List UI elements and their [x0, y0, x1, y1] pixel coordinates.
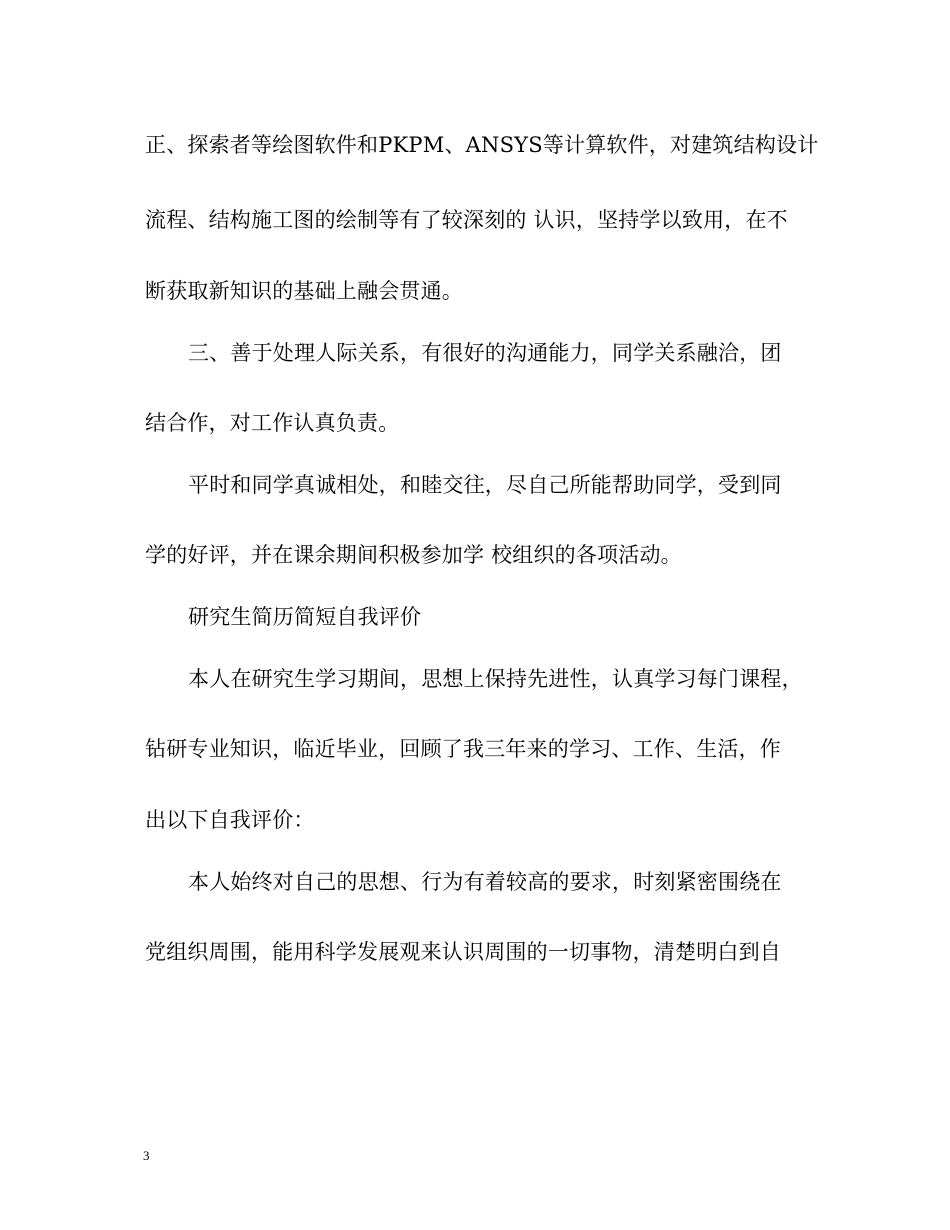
body-text-line: 正、探索者等绘图软件和PKPM、ANSYS等计算软件，对建筑结构设计: [145, 133, 819, 157]
paragraph-start-line: 本人始终对自己的思想、行为有着较高的要求，时刻紧密围绕在: [188, 870, 782, 894]
body-text-line: 党组织周围，能用科学发展观来认识周围的一切事物，清楚明白到自: [145, 940, 781, 964]
body-text-line: 结合作，对工作认真负责。: [145, 411, 400, 435]
body-text-line: 钻研专业知识，临近毕业，回顾了我三年来的学习、工作、生活，作: [145, 737, 781, 761]
paragraph-start-line: 三、善于处理人际关系，有很好的沟通能力，同学关系融洽，团: [188, 341, 782, 365]
section-heading: 研究生简历简短自我评价: [188, 605, 422, 629]
body-text-line: 流程、结构施工图的绘制等有了较深刻的 认识，坚持学以致用，在不: [145, 208, 788, 232]
body-text-line: 出以下自我评价：: [145, 808, 315, 832]
paragraph-start-line: 本人在研究生学习期间，思想上保持先进性，认真学习每门课程，: [188, 667, 803, 691]
paragraph-start-line: 平时和同学真诚相处，和睦交往，尽自己所能帮助同学，受到同: [188, 473, 782, 497]
body-text-line: 断获取新知识的基础上融会贯通。: [145, 279, 463, 303]
body-text-line: 学的好评，并在课余期间积极参加学 校组织的各项活动。: [145, 543, 682, 567]
page-number: 3: [143, 1148, 150, 1163]
